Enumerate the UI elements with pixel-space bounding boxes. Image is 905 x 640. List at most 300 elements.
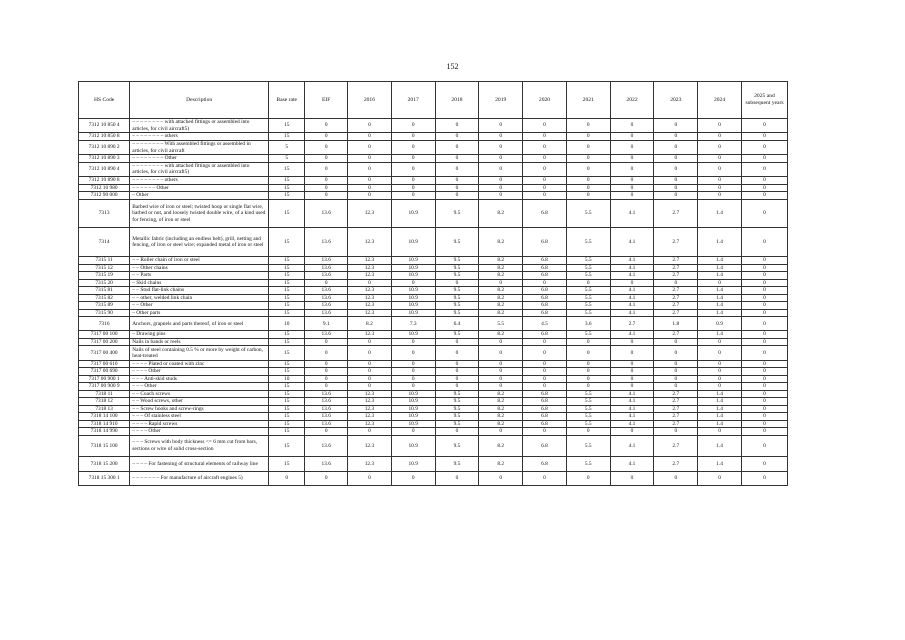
table-row bbox=[79, 398, 788, 405]
rate-cell: 0 bbox=[654, 133, 698, 140]
rate-cell: 5.5 bbox=[566, 405, 610, 412]
table-row bbox=[79, 309, 788, 316]
rate-cell: 15 bbox=[269, 228, 305, 257]
description-cell: Nails of steel containing 0.5 % or more by weight of carbon, heat-treated bbox=[130, 346, 269, 360]
rate-cell: 1.4 bbox=[698, 228, 742, 257]
rate-cell: 0 bbox=[435, 375, 479, 382]
rate-cell: 0 bbox=[435, 155, 479, 162]
rate-cell: 0 bbox=[610, 383, 654, 390]
rate-cell: 4.1 bbox=[610, 228, 654, 257]
rate-cell: 0 bbox=[654, 428, 698, 435]
table-row bbox=[79, 338, 788, 345]
description-cell: Anchors, grapnels and parts thereof, of iron or steel bbox=[130, 317, 269, 331]
rate-cell: 0 bbox=[610, 133, 654, 140]
rate-cell: 0 bbox=[348, 471, 392, 485]
rate-cell: 4.1 bbox=[610, 457, 654, 471]
rate-cell: 4.1 bbox=[610, 309, 654, 316]
rate-cell: 5.5 bbox=[566, 435, 610, 457]
rate-cell: 2.7 bbox=[654, 302, 698, 309]
rate-cell: 9.5 bbox=[435, 435, 479, 457]
hs-code-cell: 7312 90 000 bbox=[79, 192, 130, 199]
rate-cell: 0 bbox=[305, 279, 348, 286]
hs-code-cell: 7317 00 900 9 bbox=[79, 383, 130, 390]
rate-cell: 10.9 bbox=[391, 309, 435, 316]
rate-cell: 4.1 bbox=[610, 398, 654, 405]
rate-cell: 6.8 bbox=[523, 435, 567, 457]
rate-cell: 0 bbox=[610, 119, 654, 133]
rate-cell: 1.4 bbox=[698, 302, 742, 309]
hs-code-cell: 7318 14 910 bbox=[79, 420, 130, 427]
rate-cell: 0 bbox=[479, 428, 523, 435]
hs-code-cell: 7316 bbox=[79, 317, 130, 331]
rate-cell: 15 bbox=[269, 119, 305, 133]
description-cell: – – Parts bbox=[130, 272, 269, 279]
rate-cell: 0 bbox=[523, 346, 567, 360]
rate-cell: 0 bbox=[435, 338, 479, 345]
rate-cell: 0 bbox=[741, 375, 787, 382]
rate-cell: 10.9 bbox=[391, 287, 435, 294]
rate-cell: 13.6 bbox=[305, 272, 348, 279]
rate-cell: 2.7 bbox=[654, 228, 698, 257]
rate-cell: 0 bbox=[348, 177, 392, 184]
rate-cell: 0 bbox=[610, 184, 654, 191]
rate-cell: 2.7 bbox=[654, 457, 698, 471]
table-row bbox=[79, 140, 788, 154]
hs-code-cell: 7314 bbox=[79, 228, 130, 257]
rate-cell: 10.9 bbox=[391, 294, 435, 301]
rate-cell: 0 bbox=[610, 192, 654, 199]
table-row bbox=[79, 279, 788, 286]
description-cell: – – – – – – – – with attached fittings or assembled into articles, for civil aircraft5) bbox=[130, 119, 269, 133]
rate-cell: 6.8 bbox=[523, 457, 567, 471]
rate-cell: 6.8 bbox=[523, 199, 567, 228]
rate-cell: 0 bbox=[566, 184, 610, 191]
description-cell: – – Screw hooks and screw-rings bbox=[130, 405, 269, 412]
rate-cell: 5.5 bbox=[566, 294, 610, 301]
rate-cell: 0 bbox=[741, 368, 787, 375]
hs-code-cell: 7318 15 100 bbox=[79, 435, 130, 457]
rate-cell: 9.5 bbox=[435, 228, 479, 257]
rate-cell: 0 bbox=[741, 279, 787, 286]
rate-cell: 15 bbox=[269, 279, 305, 286]
rate-cell: 9.5 bbox=[435, 264, 479, 271]
rate-cell: 12.3 bbox=[348, 294, 392, 301]
rate-cell: 0 bbox=[348, 375, 392, 382]
rate-cell: 4.1 bbox=[610, 331, 654, 338]
rate-cell: 0 bbox=[348, 346, 392, 360]
hs-code-cell: 7312 10 850 4 bbox=[79, 119, 130, 133]
hs-code-cell: 7315 20 bbox=[79, 279, 130, 286]
rate-cell: 0 bbox=[348, 368, 392, 375]
rate-cell: 0 bbox=[479, 375, 523, 382]
rate-cell: 0 bbox=[305, 192, 348, 199]
rate-cell: 10.9 bbox=[391, 302, 435, 309]
rate-cell: 0 bbox=[741, 331, 787, 338]
rate-cell: 8.2 bbox=[479, 257, 523, 264]
rate-cell: 0 bbox=[566, 428, 610, 435]
rate-cell: 3.6 bbox=[566, 317, 610, 331]
rate-cell: 13.6 bbox=[305, 309, 348, 316]
header-description: Description bbox=[130, 82, 269, 119]
rate-cell: 0 bbox=[698, 133, 742, 140]
rate-cell: 0 bbox=[610, 155, 654, 162]
rate-cell: 6.8 bbox=[523, 228, 567, 257]
rate-cell: 1.4 bbox=[698, 413, 742, 420]
rate-cell: 0 bbox=[479, 184, 523, 191]
rate-cell: 0 bbox=[391, 428, 435, 435]
rate-cell: 0 bbox=[348, 383, 392, 390]
rate-cell: 0 bbox=[348, 162, 392, 176]
hs-code-cell: 7315 82 bbox=[79, 294, 130, 301]
rate-cell: 4.1 bbox=[610, 435, 654, 457]
description-cell: – – – – – – – For manufacture of aircraft engines 5) bbox=[130, 471, 269, 485]
rate-cell: 0 bbox=[348, 428, 392, 435]
rate-cell: 0 bbox=[523, 184, 567, 191]
rate-cell: 0 bbox=[391, 177, 435, 184]
rate-cell: 0 bbox=[523, 383, 567, 390]
rate-cell: 0 bbox=[698, 338, 742, 345]
rate-cell: 12.3 bbox=[348, 309, 392, 316]
hs-code-cell: 7312 10 890 3 bbox=[79, 155, 130, 162]
rate-cell: 0 bbox=[654, 383, 698, 390]
rate-cell: 8.2 bbox=[479, 457, 523, 471]
rate-cell: 13.6 bbox=[305, 302, 348, 309]
description-cell: – – – – – – – – With assembled fittings or assembled in articles, for civil aircraft bbox=[130, 140, 269, 154]
hs-code-cell: 7313 bbox=[79, 199, 130, 228]
rate-cell: 0 bbox=[698, 375, 742, 382]
rate-cell: 0 bbox=[741, 287, 787, 294]
rate-cell: 4.5 bbox=[523, 317, 567, 331]
rate-cell: 6.8 bbox=[523, 331, 567, 338]
rate-cell: 0 bbox=[566, 119, 610, 133]
table-row bbox=[79, 435, 788, 457]
rate-cell: 13.6 bbox=[305, 413, 348, 420]
rate-cell: 0 bbox=[479, 338, 523, 345]
rate-cell: 5.5 bbox=[566, 420, 610, 427]
rate-cell: 15 bbox=[269, 302, 305, 309]
rate-cell: 9.5 bbox=[435, 257, 479, 264]
description-cell: – – Coach screws bbox=[130, 390, 269, 397]
description-cell: – – Other chains bbox=[130, 264, 269, 271]
description-cell: – Other bbox=[130, 192, 269, 199]
rate-cell: 0 bbox=[479, 360, 523, 367]
rate-cell: 0 bbox=[741, 317, 787, 331]
table-header-row bbox=[79, 82, 788, 119]
rate-cell: 9.5 bbox=[435, 309, 479, 316]
rate-cell: 10 bbox=[269, 375, 305, 382]
rate-cell: 0 bbox=[523, 177, 567, 184]
rate-cell: 0 bbox=[305, 162, 348, 176]
rate-cell: 0 bbox=[741, 257, 787, 264]
rate-cell: 0 bbox=[566, 133, 610, 140]
rate-cell: 0 bbox=[305, 471, 348, 485]
hs-code-cell: 7318 14 100 bbox=[79, 413, 130, 420]
rate-cell: 0 bbox=[305, 383, 348, 390]
rate-cell: 0 bbox=[654, 360, 698, 367]
table-row bbox=[79, 177, 788, 184]
hs-code-cell: 7312 10 850 8 bbox=[79, 133, 130, 140]
rate-cell: 12.3 bbox=[348, 272, 392, 279]
rate-cell: 13.6 bbox=[305, 435, 348, 457]
rate-cell: 6.8 bbox=[523, 287, 567, 294]
rate-cell: 0 bbox=[566, 383, 610, 390]
description-cell: – – – – Plated or coated with zinc bbox=[130, 360, 269, 367]
table-row bbox=[79, 383, 788, 390]
rate-cell: 0 bbox=[566, 338, 610, 345]
rate-cell: 6.8 bbox=[523, 302, 567, 309]
rate-cell: 12.3 bbox=[348, 287, 392, 294]
rate-cell: 0 bbox=[305, 140, 348, 154]
rate-cell: 9.5 bbox=[435, 405, 479, 412]
rate-cell: 0 bbox=[435, 184, 479, 191]
rate-cell: 0 bbox=[523, 279, 567, 286]
rate-cell: 15 bbox=[269, 338, 305, 345]
rate-cell: 9.5 bbox=[435, 420, 479, 427]
rate-cell: 1.4 bbox=[698, 272, 742, 279]
rate-cell: 10.9 bbox=[391, 272, 435, 279]
rate-cell: 4.1 bbox=[610, 264, 654, 271]
table-row bbox=[79, 302, 788, 309]
table-row bbox=[79, 331, 788, 338]
rate-cell: 2.7 bbox=[654, 294, 698, 301]
rate-cell: 15 bbox=[269, 177, 305, 184]
rate-cell: 0 bbox=[348, 155, 392, 162]
table-row bbox=[79, 428, 788, 435]
rate-cell: 0 bbox=[566, 279, 610, 286]
table-row bbox=[79, 257, 788, 264]
rate-cell: 0 bbox=[741, 435, 787, 457]
description-cell: – – – – – – – – others bbox=[130, 177, 269, 184]
rate-cell: 0 bbox=[698, 471, 742, 485]
hs-code-cell: 7317 00 900 1 bbox=[79, 375, 130, 382]
rate-cell: 12.3 bbox=[348, 405, 392, 412]
header-2022: 2022 bbox=[610, 82, 654, 119]
rate-cell: 12.3 bbox=[348, 264, 392, 271]
rate-cell: 2.7 bbox=[654, 435, 698, 457]
rate-cell: 15 bbox=[269, 133, 305, 140]
rate-cell: 0 bbox=[305, 119, 348, 133]
rate-cell: 10.9 bbox=[391, 420, 435, 427]
rate-cell: 0 bbox=[741, 133, 787, 140]
rate-cell: 0 bbox=[741, 428, 787, 435]
hs-code-cell: 7318 14 990 bbox=[79, 428, 130, 435]
rate-cell: 2.7 bbox=[654, 390, 698, 397]
rate-cell: 0 bbox=[435, 471, 479, 485]
rate-cell: 2.7 bbox=[654, 405, 698, 412]
rate-cell: 0 bbox=[305, 338, 348, 345]
rate-cell: 5 bbox=[269, 155, 305, 162]
rate-cell: 13.6 bbox=[305, 287, 348, 294]
rate-cell: 0 bbox=[391, 133, 435, 140]
rate-cell: 9.5 bbox=[435, 272, 479, 279]
rate-cell: 0 bbox=[698, 177, 742, 184]
rate-cell: 0 bbox=[348, 133, 392, 140]
table-row bbox=[79, 119, 788, 133]
rate-cell: 13.6 bbox=[305, 199, 348, 228]
hs-code-cell: 7312 10 890 8 bbox=[79, 177, 130, 184]
rate-cell: 15 bbox=[269, 264, 305, 271]
rate-cell: 8.2 bbox=[479, 309, 523, 316]
rate-cell: 12.3 bbox=[348, 435, 392, 457]
rate-cell: 2.7 bbox=[654, 199, 698, 228]
rate-cell: 15 bbox=[269, 368, 305, 375]
rate-cell: 0 bbox=[435, 360, 479, 367]
rate-cell: 6.8 bbox=[523, 264, 567, 271]
hs-code-cell: 7317 00 610 bbox=[79, 360, 130, 367]
rate-cell: 0 bbox=[654, 192, 698, 199]
rate-cell: 1.4 bbox=[698, 257, 742, 264]
rate-cell: 0 bbox=[391, 471, 435, 485]
rate-cell: 4.1 bbox=[610, 420, 654, 427]
description-cell: – Skid chains bbox=[130, 279, 269, 286]
rate-cell: 15 bbox=[269, 309, 305, 316]
rate-cell: 5.5 bbox=[566, 264, 610, 271]
rate-cell: 15 bbox=[269, 331, 305, 338]
rate-cell: 0 bbox=[435, 346, 479, 360]
rate-cell: 0 bbox=[523, 192, 567, 199]
rate-cell: 0 bbox=[566, 471, 610, 485]
rate-cell: 15 bbox=[269, 428, 305, 435]
rate-cell: 8.2 bbox=[479, 413, 523, 420]
rate-cell: 10 bbox=[269, 317, 305, 331]
tariff-schedule-table bbox=[78, 81, 788, 486]
hs-code-cell: 7315 81 bbox=[79, 287, 130, 294]
rate-cell: 2.7 bbox=[654, 287, 698, 294]
description-cell: – – – – For fastening of structural elements of railway line bbox=[130, 457, 269, 471]
rate-cell: 0 bbox=[479, 192, 523, 199]
rate-cell: 0 bbox=[523, 471, 567, 485]
rate-cell: 0 bbox=[391, 375, 435, 382]
description-cell: – – Wood screws, other bbox=[130, 398, 269, 405]
rate-cell: 8.2 bbox=[479, 390, 523, 397]
rate-cell: 0 bbox=[741, 309, 787, 316]
rate-cell: 0 bbox=[654, 279, 698, 286]
rate-cell: 0 bbox=[523, 428, 567, 435]
rate-cell: 0 bbox=[698, 140, 742, 154]
description-cell: – – other, welded link chain bbox=[130, 294, 269, 301]
rate-cell: 0 bbox=[698, 184, 742, 191]
rate-cell: 0 bbox=[523, 368, 567, 375]
rate-cell: 12.3 bbox=[348, 302, 392, 309]
rate-cell: 2.7 bbox=[654, 309, 698, 316]
rate-cell: 0 bbox=[435, 140, 479, 154]
rate-cell: 1.4 bbox=[698, 294, 742, 301]
rate-cell: 8.2 bbox=[479, 272, 523, 279]
description-cell: – – – – Other bbox=[130, 428, 269, 435]
rate-cell: 13.6 bbox=[305, 228, 348, 257]
header-2025-and-subsequent: 2025 and subsequent years bbox=[741, 82, 787, 119]
rate-cell: 0 bbox=[523, 155, 567, 162]
rate-cell: 6.8 bbox=[523, 309, 567, 316]
rate-cell: 1.4 bbox=[698, 287, 742, 294]
description-cell: – – Other bbox=[130, 302, 269, 309]
rate-cell: 12.3 bbox=[348, 390, 392, 397]
table-row bbox=[79, 264, 788, 271]
rate-cell: 1.4 bbox=[698, 398, 742, 405]
rate-cell: 0 bbox=[741, 155, 787, 162]
rate-cell: 0 bbox=[610, 338, 654, 345]
header-2023: 2023 bbox=[654, 82, 698, 119]
rate-cell: 0 bbox=[479, 383, 523, 390]
rate-cell: 0 bbox=[305, 346, 348, 360]
rate-cell: 4.1 bbox=[610, 390, 654, 397]
rate-cell: 0 bbox=[305, 360, 348, 367]
rate-cell: 9.1 bbox=[305, 317, 348, 331]
rate-cell: 5.5 bbox=[566, 457, 610, 471]
rate-cell: 12.3 bbox=[348, 398, 392, 405]
rate-cell: 0 bbox=[610, 428, 654, 435]
rate-cell: 0 bbox=[391, 140, 435, 154]
hs-code-cell: 7315 89 bbox=[79, 302, 130, 309]
rate-cell: 10.9 bbox=[391, 228, 435, 257]
hs-code-cell: 7315 11 bbox=[79, 257, 130, 264]
rate-cell: 6.8 bbox=[523, 257, 567, 264]
hs-code-cell: 7318 11 bbox=[79, 390, 130, 397]
description-cell: – – – – – – Other bbox=[130, 184, 269, 191]
description-cell: – – – – – – – – others bbox=[130, 133, 269, 140]
rate-cell: 13.6 bbox=[305, 390, 348, 397]
rate-cell: 15 bbox=[269, 413, 305, 420]
rate-cell: 13.6 bbox=[305, 257, 348, 264]
rate-cell: 1.4 bbox=[698, 309, 742, 316]
rate-cell: 0 bbox=[610, 279, 654, 286]
rate-cell: 0 bbox=[741, 272, 787, 279]
rate-cell: 0 bbox=[741, 192, 787, 199]
rate-cell: 0 bbox=[741, 184, 787, 191]
rate-cell: 15 bbox=[269, 457, 305, 471]
rate-cell: 0 bbox=[741, 338, 787, 345]
rate-cell: 0 bbox=[610, 140, 654, 154]
rate-cell: 0 bbox=[305, 375, 348, 382]
rate-cell: 2.7 bbox=[654, 272, 698, 279]
rate-cell: 15 bbox=[269, 162, 305, 176]
table-row bbox=[79, 228, 788, 257]
rate-cell: 0 bbox=[523, 119, 567, 133]
rate-cell: 12.3 bbox=[348, 199, 392, 228]
rate-cell: 0 bbox=[741, 390, 787, 397]
rate-cell: 8.2 bbox=[348, 317, 392, 331]
table-row bbox=[79, 346, 788, 360]
rate-cell: 9.5 bbox=[435, 287, 479, 294]
rate-cell: 0 bbox=[741, 302, 787, 309]
rate-cell: 0 bbox=[479, 133, 523, 140]
table-row bbox=[79, 368, 788, 375]
rate-cell: 0 bbox=[348, 140, 392, 154]
rate-cell: 0 bbox=[741, 405, 787, 412]
hs-code-cell: 7312 10 890 2 bbox=[79, 140, 130, 154]
rate-cell: 0 bbox=[348, 360, 392, 367]
rate-cell: 5.5 bbox=[566, 287, 610, 294]
rate-cell: 0 bbox=[566, 192, 610, 199]
rate-cell: 6.8 bbox=[523, 294, 567, 301]
rate-cell: 9.5 bbox=[435, 294, 479, 301]
rate-cell: 0 bbox=[741, 457, 787, 471]
description-cell: – – Stud flat-link chains bbox=[130, 287, 269, 294]
header-2018: 2018 bbox=[435, 82, 479, 119]
rate-cell: 0 bbox=[654, 140, 698, 154]
rate-cell: 2.7 bbox=[654, 264, 698, 271]
description-cell: – – – Other bbox=[130, 383, 269, 390]
rate-cell: 0 bbox=[391, 383, 435, 390]
rate-cell: 4.1 bbox=[610, 302, 654, 309]
table-row bbox=[79, 162, 788, 176]
rate-cell: 9.5 bbox=[435, 390, 479, 397]
table-row bbox=[79, 413, 788, 420]
rate-cell: 15 bbox=[269, 360, 305, 367]
rate-cell: 13.6 bbox=[305, 457, 348, 471]
rate-cell: 0 bbox=[269, 471, 305, 485]
rate-cell: 0 bbox=[566, 140, 610, 154]
